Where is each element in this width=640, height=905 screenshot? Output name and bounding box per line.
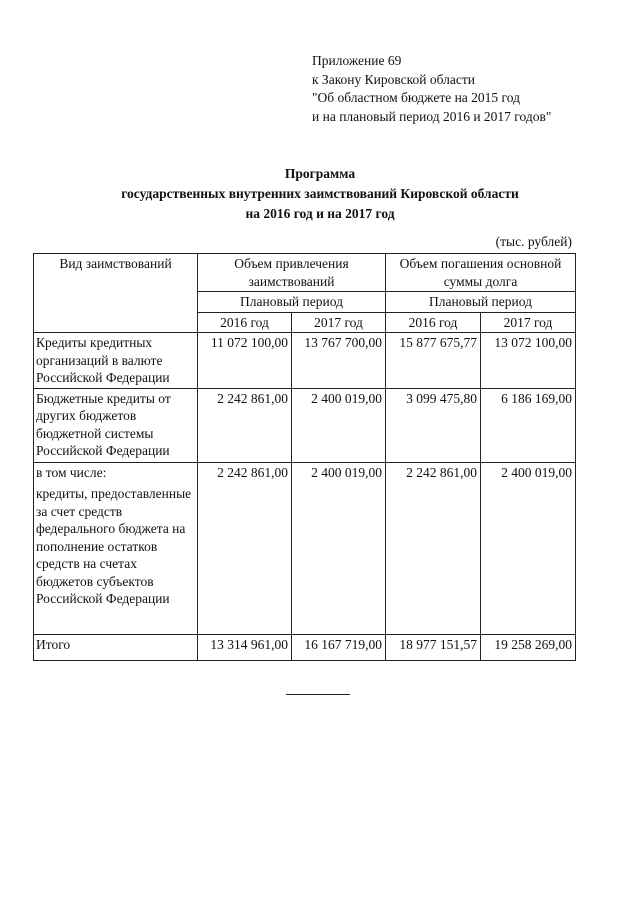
value-cell: 2 242 861,00 (386, 462, 481, 634)
value-cell: 15 877 675,77 (386, 333, 481, 389)
appendix-line: к Закону Кировской области (312, 71, 476, 87)
value-cell: 3 099 475,80 (386, 388, 481, 462)
appendix-line: "Об областном бюджете на 2015 год (312, 90, 520, 105)
row-label: в том числе: (36, 464, 107, 480)
header-year: 2017 год (292, 312, 386, 333)
row-sublabel: кредиты, предоставленные за счет средств федерального бюджета на пополнение остатков средств на счетах бюджетов субъектов Российской Федерации (36, 486, 192, 606)
value-cell: 2 242 861,00 (198, 462, 292, 634)
value-cell: 6 186 169,00 (481, 388, 576, 462)
value-cell: 13 767 700,00 (292, 333, 386, 389)
value-cell: 2 400 019,00 (292, 388, 386, 462)
value-cell: 11 072 100,00 (198, 333, 292, 389)
value-cell: 2 400 019,00 (481, 462, 576, 634)
header-kind: Вид заимствований (34, 254, 198, 333)
title-line: Программа (284, 166, 356, 181)
header-year: 2016 год (386, 312, 481, 333)
value-cell: 13 072 100,00 (481, 333, 576, 389)
table-row (34, 462, 576, 634)
end-divider (286, 694, 350, 695)
units-note: (тыс. рублей) (495, 234, 572, 249)
row-label-cell (34, 462, 198, 634)
header-row (34, 254, 576, 292)
value-cell: 16 167 719,00 (292, 634, 386, 660)
value-cell: 2 400 019,00 (292, 462, 386, 634)
title-line: на 2016 год и на 2017 год (245, 206, 395, 221)
appendix-line: Приложение 69 (312, 53, 402, 68)
value-cell: 13 314 961,00 (198, 634, 292, 660)
borrowings-table (33, 253, 576, 661)
header-repayment: Объем погашения основной суммы долга (386, 254, 576, 292)
appendix-line: и на плановый период 2016 и 2017 годов" (312, 108, 552, 124)
table-row (34, 388, 576, 462)
table-row (34, 333, 576, 389)
row-label: Бюджетные кредиты от других бюджетов бюджетной системы Российской Федерации (34, 388, 198, 462)
total-row (34, 634, 576, 660)
row-label: Кредиты кредитных организаций в валюте Российской Федерации (34, 333, 198, 389)
value-cell: 19 258 269,00 (481, 634, 576, 660)
header-planned-period: Плановый период (198, 292, 386, 313)
appendix-header (312, 52, 551, 126)
row-label: Итого (34, 634, 198, 660)
header-year: 2016 год (198, 312, 292, 333)
title-line: государственных внутренних заимствований Кировской области (121, 186, 519, 201)
value-cell: 2 242 861,00 (198, 388, 292, 462)
document-title (0, 164, 640, 224)
header-year: 2017 год (481, 312, 576, 333)
header-attraction: Объем привлечения заимствований (198, 254, 386, 292)
value-cell: 18 977 151,57 (386, 634, 481, 660)
header-planned-period: Плановый период (386, 292, 576, 313)
